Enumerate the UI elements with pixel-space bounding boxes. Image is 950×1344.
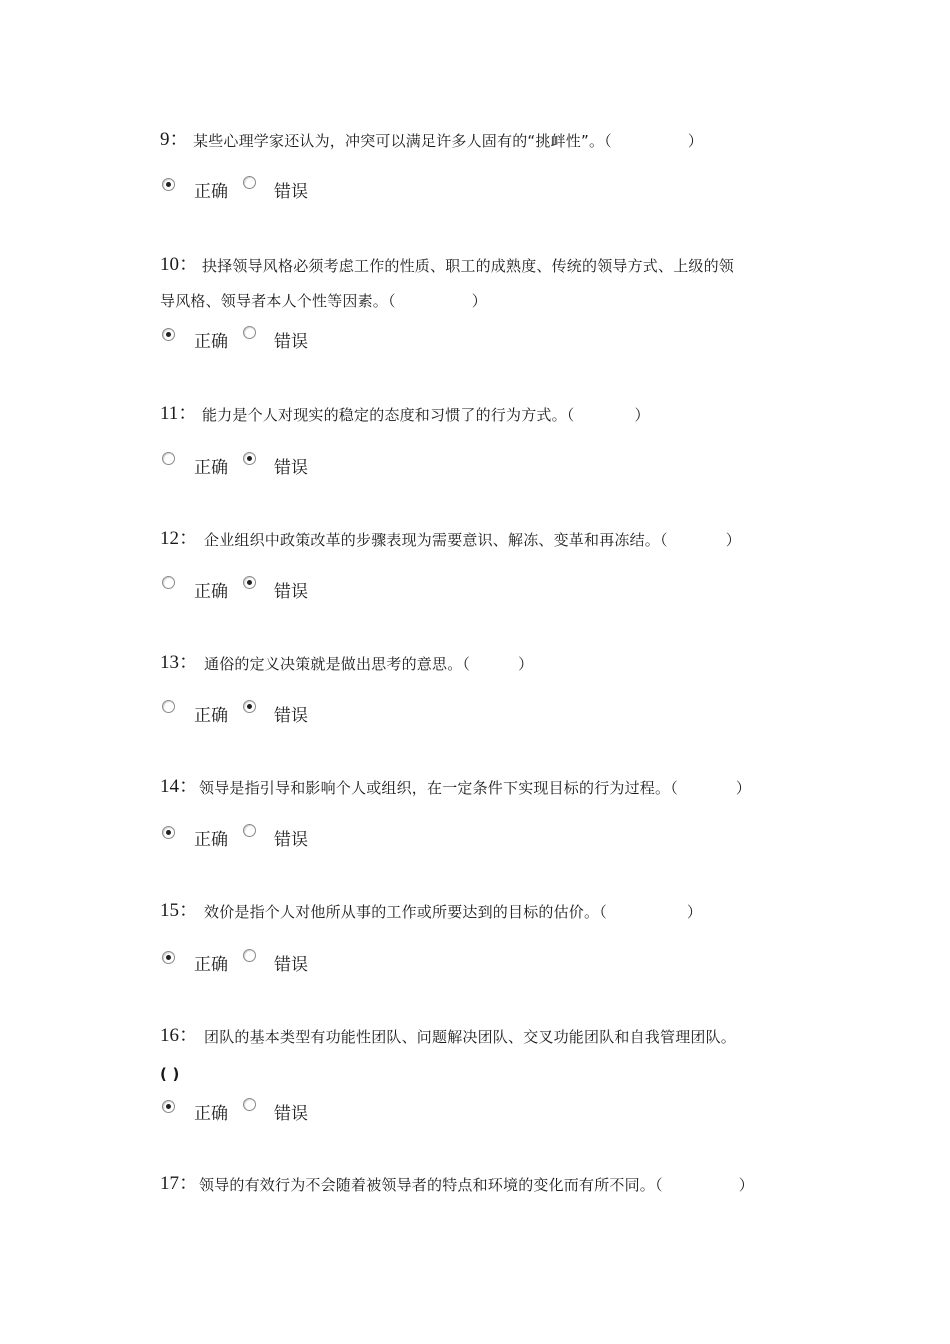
option-label-correct: 正确 bbox=[194, 332, 228, 352]
question-17 bbox=[160, 1172, 800, 1206]
question-number: 12： bbox=[160, 528, 199, 549]
question-number: 17： bbox=[160, 1173, 199, 1194]
radio-wrong[interactable] bbox=[243, 700, 256, 713]
answer-paren: ( ) bbox=[160, 1065, 180, 1083]
radio-correct[interactable] bbox=[162, 576, 175, 589]
answer-options bbox=[160, 1098, 360, 1128]
answer-options bbox=[160, 700, 360, 730]
radio-wrong[interactable] bbox=[243, 1098, 256, 1111]
question-number: 9： bbox=[160, 129, 189, 150]
radio-correct[interactable] bbox=[162, 452, 175, 465]
question-14 bbox=[160, 775, 800, 850]
radio-correct[interactable] bbox=[162, 328, 175, 341]
question-text: 通俗的定义决策就是做出思考的意思。（ ） bbox=[204, 655, 534, 673]
question-text-line2: 导风格、领导者本人个性等因素。（ ） bbox=[160, 292, 487, 310]
answer-options bbox=[160, 176, 360, 206]
question-text-line1: 抉择领导风格必须考虑工作的性质、职工的成熟度、传统的领导方式、上级的领 bbox=[202, 257, 735, 275]
option-label-wrong: 错误 bbox=[274, 332, 308, 352]
answer-options bbox=[160, 576, 360, 606]
question-13 bbox=[160, 651, 800, 726]
radio-wrong[interactable] bbox=[243, 949, 256, 962]
radio-wrong[interactable] bbox=[243, 326, 256, 339]
question-12 bbox=[160, 527, 800, 602]
option-label-correct: 正确 bbox=[194, 955, 228, 975]
option-label-correct: 正确 bbox=[194, 706, 228, 726]
question-text-line1: 团队的基本类型有功能性团队、问题解决团队、交叉功能团队和自我管理团队。 bbox=[204, 1028, 737, 1046]
question-text: 企业组织中政策改革的步骤表现为需要意识、解冻、变革和再冻结。（ ） bbox=[204, 531, 741, 549]
question-number: 16： bbox=[160, 1025, 199, 1046]
option-label-wrong: 错误 bbox=[274, 582, 308, 602]
question-number: 10： bbox=[160, 254, 199, 275]
question-11 bbox=[160, 402, 800, 478]
radio-wrong[interactable] bbox=[243, 452, 256, 465]
option-label-wrong: 错误 bbox=[274, 1104, 308, 1124]
option-label-wrong: 错误 bbox=[274, 830, 308, 850]
answer-options bbox=[160, 452, 360, 482]
question-15 bbox=[160, 899, 800, 975]
question-text: 效价是指个人对他所从事的工作或所要达到的目标的估价。（ ） bbox=[204, 903, 703, 921]
option-label-correct: 正确 bbox=[194, 830, 228, 850]
option-label-correct: 正确 bbox=[194, 582, 228, 602]
radio-correct[interactable] bbox=[162, 1100, 175, 1113]
radio-correct[interactable] bbox=[162, 700, 175, 713]
radio-correct[interactable] bbox=[162, 826, 175, 839]
radio-wrong[interactable] bbox=[243, 824, 256, 837]
question-text: 领导是指引导和影响个人或组织，在一定条件下实现目标的行为过程。（ ） bbox=[199, 779, 752, 797]
radio-wrong[interactable] bbox=[243, 576, 256, 589]
question-number: 13： bbox=[160, 652, 199, 673]
answer-options bbox=[160, 824, 360, 854]
question-text: 能力是个人对现实的稳定的态度和习惯了的行为方式。（ ） bbox=[202, 406, 650, 424]
question-10 bbox=[160, 253, 800, 352]
radio-correct[interactable] bbox=[162, 178, 175, 191]
option-label-correct: 正确 bbox=[194, 182, 228, 202]
option-label-correct: 正确 bbox=[194, 458, 228, 478]
option-label-wrong: 错误 bbox=[274, 706, 308, 726]
question-number: 15： bbox=[160, 900, 199, 921]
radio-correct[interactable] bbox=[162, 951, 175, 964]
question-text: 领导的有效行为不会随着被领导者的特点和环境的变化而有所不同。（ ） bbox=[199, 1176, 754, 1194]
question-text: 某些心理学家还认为，冲突可以满足许多人固有的“挑衅性”。（ ） bbox=[193, 132, 704, 150]
question-number: 14： bbox=[160, 776, 199, 797]
question-16 bbox=[160, 1024, 800, 1124]
option-label-correct: 正确 bbox=[194, 1104, 228, 1124]
question-number: 11： bbox=[160, 403, 198, 424]
option-label-wrong: 错误 bbox=[274, 182, 308, 202]
option-label-wrong: 错误 bbox=[274, 955, 308, 975]
answer-options bbox=[160, 949, 360, 979]
question-9 bbox=[160, 128, 800, 202]
option-label-wrong: 错误 bbox=[274, 458, 308, 478]
radio-wrong[interactable] bbox=[243, 176, 256, 189]
answer-options bbox=[160, 326, 360, 356]
